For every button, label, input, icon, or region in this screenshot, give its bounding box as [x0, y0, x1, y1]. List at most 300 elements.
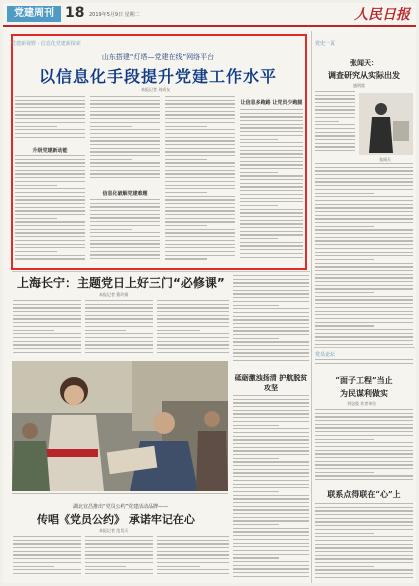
text-line	[233, 506, 309, 507]
text-line	[240, 113, 303, 114]
text-line	[85, 348, 153, 349]
text-line	[165, 221, 235, 222]
text-line	[165, 258, 207, 259]
text-line	[315, 525, 413, 526]
text-line	[240, 135, 303, 136]
text-line	[157, 318, 229, 319]
text-line	[315, 200, 413, 201]
text-line	[315, 288, 413, 289]
sidebar-section-tag: 党史一页	[315, 41, 336, 47]
sidebar-title-main[interactable]: 调查研究从实际出发	[328, 70, 400, 80]
text-line	[315, 340, 413, 341]
text-line	[165, 114, 235, 115]
text-line	[15, 137, 85, 138]
text-line	[233, 509, 309, 510]
text-line	[315, 479, 413, 480]
text-line	[240, 157, 303, 158]
text-line	[165, 203, 235, 204]
text-line	[85, 573, 153, 574]
text-line	[165, 244, 235, 245]
newspaper-page	[3, 3, 416, 583]
text-line	[157, 562, 229, 563]
text-line	[240, 139, 278, 140]
text-line	[315, 143, 355, 144]
text-line	[157, 536, 229, 537]
text-line	[315, 558, 413, 559]
text-line	[90, 225, 160, 226]
lead-col-2	[85, 300, 153, 358]
text-line	[165, 210, 235, 211]
text-line	[315, 299, 413, 300]
text-line	[15, 199, 85, 200]
text-line	[315, 333, 413, 334]
text-line	[315, 98, 355, 99]
text-line	[165, 133, 235, 134]
column-divider	[311, 31, 312, 583]
text-line	[315, 113, 355, 114]
text-line	[233, 520, 309, 521]
text-line	[315, 121, 339, 122]
text-line	[233, 561, 309, 562]
text-line	[13, 547, 81, 548]
text-line	[15, 218, 57, 219]
text-line	[157, 348, 229, 349]
text-line	[233, 316, 309, 317]
text-line	[315, 170, 413, 171]
lead-col-3	[157, 300, 229, 358]
text-line	[15, 129, 85, 130]
text-line	[13, 326, 81, 327]
text-line	[240, 227, 303, 228]
text-line	[165, 173, 235, 174]
text-line	[90, 232, 160, 233]
text-line	[240, 212, 303, 213]
text-line	[315, 322, 413, 323]
text-line	[15, 162, 85, 163]
text-line	[15, 122, 85, 123]
page-date: 2019年5月9日 星期二	[89, 12, 140, 18]
text-line	[15, 126, 57, 127]
text-line	[315, 435, 413, 436]
text-line	[15, 114, 85, 115]
text-line	[315, 117, 355, 118]
middle-col-top	[233, 275, 309, 367]
text-line	[315, 167, 413, 168]
text-line	[240, 198, 303, 199]
row-divider	[12, 271, 310, 272]
text-line	[90, 129, 160, 130]
feature-midhead-3: 让信息多跑路 让党员少跑腿	[240, 100, 303, 106]
middle-col-bottom	[233, 395, 309, 581]
text-line	[315, 318, 413, 319]
text-line	[85, 322, 153, 323]
text-line	[240, 220, 303, 221]
text-line	[157, 344, 229, 345]
text-line	[315, 325, 374, 326]
text-line	[90, 159, 132, 160]
text-line	[240, 124, 303, 125]
text-line	[240, 168, 303, 169]
feature-subhead: 山东搭建“灯塔—党建在线”网络平台	[101, 53, 215, 61]
text-line	[233, 421, 309, 422]
text-line	[315, 124, 355, 125]
text-line	[315, 569, 413, 570]
text-line	[90, 229, 132, 230]
text-line	[15, 203, 85, 204]
text-line	[315, 551, 413, 552]
text-line	[15, 225, 85, 226]
text-line	[15, 96, 85, 97]
text-line	[315, 344, 413, 345]
text-line	[85, 352, 153, 353]
text-line	[90, 214, 160, 215]
text-line	[315, 431, 413, 432]
text-line	[157, 547, 229, 548]
feature-col-2b	[90, 199, 160, 263]
news-photo	[12, 361, 228, 491]
text-line	[233, 539, 309, 540]
text-line	[165, 214, 235, 215]
text-line	[90, 217, 160, 218]
page-number: 18	[65, 5, 85, 21]
text-line	[15, 247, 85, 248]
text-line	[240, 131, 303, 132]
forum-intro	[315, 359, 413, 369]
closing-title[interactable]: 联系点得联在“心”上	[327, 489, 401, 499]
text-line	[315, 409, 413, 410]
text-line	[315, 266, 413, 267]
text-line	[233, 517, 309, 518]
text-line	[165, 177, 235, 178]
bottom-col-1	[13, 536, 81, 580]
text-line	[15, 111, 85, 112]
bottom-col-3	[157, 536, 229, 580]
text-line	[315, 503, 413, 504]
text-line	[240, 242, 303, 243]
feature-midhead-2: 信息化破解党建难题	[102, 191, 148, 197]
page-header	[3, 3, 416, 27]
text-line	[90, 118, 160, 119]
text-line	[85, 547, 153, 548]
text-line	[233, 308, 309, 309]
sidebar-byline: 盛明富	[353, 83, 365, 88]
text-line	[85, 333, 153, 334]
bottom-byline: 本报记者 范昊天	[99, 528, 129, 533]
text-line	[233, 338, 279, 339]
text-line	[233, 554, 309, 555]
text-line	[315, 540, 413, 541]
text-line	[233, 557, 279, 558]
text-line	[165, 218, 235, 219]
text-line	[90, 236, 160, 237]
forum-byline: 刘忠俊 作者单位	[347, 401, 377, 406]
text-line	[15, 185, 57, 186]
text-line	[315, 132, 355, 133]
text-line	[233, 360, 309, 361]
text-line	[90, 251, 160, 252]
text-line	[315, 311, 413, 312]
text-line	[85, 307, 153, 308]
text-line	[165, 144, 235, 145]
text-line	[15, 155, 85, 156]
text-line	[233, 330, 309, 331]
text-line	[90, 177, 160, 178]
text-line	[13, 304, 81, 305]
text-line	[15, 166, 85, 167]
text-line	[233, 484, 309, 485]
text-line	[315, 562, 413, 563]
text-line	[13, 333, 81, 334]
text-line	[90, 137, 160, 138]
text-line	[15, 196, 85, 197]
text-line	[90, 162, 160, 163]
text-line	[85, 311, 153, 312]
text-line	[90, 254, 160, 255]
text-line	[315, 510, 413, 511]
lead-byline: 本报记者 曹玲娟	[99, 292, 129, 297]
text-line	[240, 253, 303, 254]
text-line	[165, 126, 207, 127]
text-line	[13, 543, 81, 544]
text-line	[157, 551, 229, 552]
text-line	[85, 566, 126, 567]
text-line	[15, 232, 85, 233]
text-line	[15, 181, 85, 182]
text-line	[315, 566, 374, 567]
closing-body	[315, 503, 413, 581]
text-line	[233, 443, 309, 444]
text-line	[315, 336, 413, 337]
text-line	[315, 193, 374, 194]
text-line	[240, 190, 303, 191]
text-line	[165, 111, 235, 112]
text-line	[165, 170, 235, 171]
text-line	[240, 223, 303, 224]
text-line	[85, 554, 153, 555]
text-line	[15, 221, 85, 222]
text-line	[315, 518, 413, 519]
text-line	[315, 244, 413, 245]
feature-kicker: 党建新视野 · 信息化党建新探索	[11, 41, 81, 47]
text-line	[13, 554, 81, 555]
photo-caption	[12, 493, 228, 497]
text-line	[240, 164, 303, 165]
text-line	[13, 540, 81, 541]
text-line	[315, 128, 355, 129]
middle-title[interactable]: 砥砺激浊扬清 护航脱贫攻坚	[234, 373, 308, 392]
text-line	[315, 413, 413, 414]
text-line	[157, 326, 229, 327]
text-line	[15, 251, 57, 252]
forum-title-2[interactable]: 为民谋利做实	[340, 388, 388, 398]
text-line	[315, 329, 413, 330]
text-line	[15, 210, 85, 211]
text-line	[233, 565, 309, 566]
text-line	[315, 521, 413, 522]
text-line	[85, 330, 126, 331]
text-line	[233, 458, 279, 459]
text-line	[315, 427, 413, 428]
text-line	[90, 133, 160, 134]
text-line	[233, 290, 309, 291]
text-line	[315, 237, 413, 238]
text-line	[15, 192, 85, 193]
text-line	[165, 118, 235, 119]
feature-midhead-1: 升级党建新动能	[32, 148, 68, 154]
text-line	[315, 533, 374, 534]
text-line	[315, 461, 413, 462]
text-line	[233, 454, 309, 455]
masthead-logo: 人民日报	[354, 7, 410, 23]
text-line	[233, 349, 309, 350]
text-line	[233, 461, 309, 462]
text-line	[240, 183, 303, 184]
text-line	[315, 218, 413, 219]
text-line	[85, 337, 153, 338]
text-line	[15, 255, 85, 256]
text-line	[233, 450, 309, 451]
text-line	[315, 363, 413, 364]
text-line	[13, 300, 81, 301]
text-line	[15, 240, 85, 241]
text-line	[165, 140, 235, 141]
text-line	[233, 535, 309, 536]
text-line	[240, 231, 303, 232]
sidebar-title-small: 张闻天：	[350, 58, 378, 67]
text-line	[90, 258, 160, 259]
text-line	[315, 296, 413, 297]
text-line	[157, 573, 229, 574]
feature-col-1a	[15, 96, 85, 142]
text-line	[90, 210, 160, 211]
text-line	[13, 322, 81, 323]
text-line	[233, 352, 309, 353]
bottom-col-2	[85, 536, 153, 580]
text-line	[15, 103, 85, 104]
text-line	[85, 326, 153, 327]
text-line	[165, 236, 235, 237]
forum-title-1[interactable]: “面子工程”当止	[335, 375, 393, 385]
text-line	[240, 109, 303, 110]
text-line	[233, 524, 279, 525]
text-line	[315, 555, 413, 556]
text-line	[315, 196, 413, 197]
text-line	[90, 221, 160, 222]
text-line	[315, 274, 413, 275]
text-line	[315, 215, 413, 216]
text-line	[165, 122, 235, 123]
text-line	[315, 135, 355, 136]
text-line	[13, 352, 81, 353]
feature-col-4	[240, 109, 303, 263]
text-line	[165, 96, 235, 97]
feature-byline: 本报记者 刘成友	[141, 87, 171, 92]
text-line	[233, 345, 309, 346]
text-line	[233, 417, 309, 418]
text-line	[315, 150, 355, 151]
text-line	[315, 468, 413, 469]
text-line	[315, 146, 355, 147]
text-line	[240, 179, 303, 180]
lead-headline[interactable]: 上海长宁：主题党日上好三门“必修课”	[17, 276, 225, 290]
text-line	[90, 107, 160, 108]
text-line	[315, 248, 413, 249]
text-line	[157, 315, 229, 316]
text-line	[233, 323, 309, 324]
text-line	[240, 201, 303, 202]
text-line	[15, 188, 85, 189]
forum-body	[315, 409, 413, 485]
text-line	[315, 475, 413, 476]
text-line	[315, 233, 413, 234]
text-line	[315, 536, 413, 537]
text-line	[240, 245, 303, 246]
text-line	[240, 205, 278, 206]
text-line	[85, 300, 153, 301]
text-line	[315, 292, 374, 293]
text-line	[90, 199, 160, 200]
text-line	[13, 311, 81, 312]
text-line	[233, 546, 309, 547]
text-line	[315, 472, 374, 473]
text-line	[233, 480, 309, 481]
text-line	[233, 447, 309, 448]
portrait-photo	[359, 93, 413, 155]
text-line	[90, 100, 160, 101]
bottom-headline[interactable]: 传唱《党员公约》 承诺牢记在心	[37, 513, 195, 526]
text-line	[315, 229, 413, 230]
text-line	[233, 275, 309, 276]
text-line	[85, 318, 153, 319]
text-line	[90, 203, 160, 204]
text-line	[15, 258, 85, 259]
text-line	[157, 543, 229, 544]
text-line	[165, 188, 235, 189]
text-line	[233, 305, 279, 306]
text-line	[90, 122, 160, 123]
text-line	[315, 544, 413, 545]
text-line	[233, 502, 309, 503]
text-line	[240, 172, 278, 173]
lead-col-1	[13, 300, 81, 358]
text-line	[165, 225, 207, 226]
text-line	[165, 151, 235, 152]
text-line	[90, 247, 160, 248]
text-line	[315, 446, 413, 447]
text-line	[315, 163, 413, 164]
bottom-kicker: 湖北宜昌推出“党员公约”党建活动品牌——	[73, 504, 169, 510]
text-line	[165, 229, 235, 230]
text-line	[233, 513, 309, 514]
text-line	[157, 554, 229, 555]
text-line	[315, 240, 413, 241]
text-line	[15, 229, 85, 230]
text-line	[85, 536, 153, 537]
text-line	[240, 234, 303, 235]
text-line	[165, 159, 207, 160]
text-line	[165, 148, 235, 149]
text-line	[157, 333, 229, 334]
text-line	[240, 116, 303, 117]
text-line	[233, 327, 309, 328]
text-line	[157, 307, 229, 308]
text-line	[315, 514, 413, 515]
text-line	[315, 547, 413, 548]
text-line	[13, 536, 81, 537]
text-line	[13, 562, 81, 563]
text-line	[13, 348, 81, 349]
text-line	[90, 140, 160, 141]
